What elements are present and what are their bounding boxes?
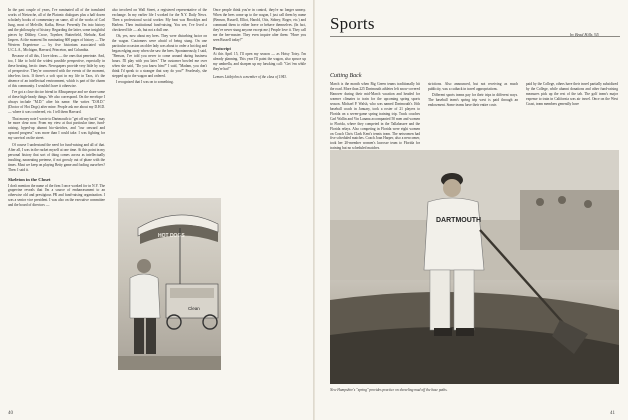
photo-caption: New Hampshire's "spring" provides practice on shoveling mud off the base paths. bbox=[330, 388, 448, 392]
hot-dog-vendor-illustration bbox=[118, 198, 221, 370]
wagon-sign: Clean bbox=[188, 306, 200, 311]
left-col-3 bbox=[213, 8, 306, 81]
left-col1-p1: In the past couple of years, I've ruminated all of the translated works of Nietzsche, all of the Platonic dialogues plus a half dozen scholarly books of commentary on same, all of the works of Carl Jung, most of Melville, Kafka, Hesse. Presently I'm into history and the philosophy of history. Regarding the latter, some insightful pieces by Dilthey, Croce, Toynbee, Butterfield, Niebuhr, Karl Jaspers. At the moment I'm ruminating 600 pages of history — The Western Experience — by five historians associated with U.C.L.A., Michigan, Harvard, Princeton, and Columbia. bbox=[8, 8, 105, 52]
umbrella-text: HOT DOGS bbox=[158, 233, 185, 239]
left-col2-p1: also involved on Wall Street, a registered representative of the exchange. In my earlier life I worked for the N.Y. Daily News. Then a professional social worker. My beat was Brooklyn and Harlem. Then institutional fund-raising. You see, I've lived a checkered life — ah, but not a dull one. bbox=[112, 8, 207, 32]
title-rule bbox=[330, 36, 620, 37]
right-col2-p1: strictions. Also announced, but not receiving as much publicity, was a cutback in travel appropriations. bbox=[428, 82, 518, 91]
baseball-player-photo bbox=[330, 150, 619, 384]
sports-title: Sports bbox=[330, 14, 375, 33]
right-folio: 41 bbox=[610, 411, 615, 416]
right-col2-p2: Different sports teams pay for their trips in different ways. The baseball team's spring trip west is paid through an endowment. Some teams have their entire costs bbox=[428, 93, 518, 108]
left-col2-p3: I recognized that I was on to something. bbox=[116, 80, 174, 85]
right-col-3 bbox=[526, 82, 618, 108]
left-col3-p1: Once people think you're in control, they're no longer uneasy. When the bees come up to the wagon, I just call them by name (Benson, Russell, Elliot, Harold, Otis, Sidney, Roger, etc.) and command them to either leave or behave themselves. (In fact, they've never stung anyone except me.) People love it. They call me the bee-master. They even inquire after them: "Have you seen Russell today?" bbox=[213, 8, 306, 42]
left-col1-p3: I've got a close doctor friend in Albuquerque and we share some of these high-heady things. We also correspond. On the envelope I always include "M.D." after his name. She writes "D.H.D." (Doctor of Hot Dogs) after mine. People ask me about my D.H.D. — where it was conferred, etc. I tell them Harvard. bbox=[8, 90, 105, 115]
left-col2-p2: Oh, yes, now about my bees. They were disturbing factor on the wagon. Customers were afraid of being stung. On one particular occasion an older lady was about to order a hot dog and began edging away when she saw the bees. Spontaneously, I said, "Benson, I've told you never to come around during business hours. I'll play with you later." The customer bowled me over when she said, "Do you know him?" I said, "Madam, you don't think I'd speak to a stranger that way do you?" Fearlessly, she stepped up to the wagon and ordered. bbox=[112, 34, 207, 78]
hot-dog-vendor-photo bbox=[118, 198, 221, 370]
baseball-player-illustration bbox=[330, 150, 619, 384]
byline: by Brad Hills '65 bbox=[570, 32, 599, 37]
right-col1-p1: March is the month when Big Green teams traditionally hit the road. More than 225 Dartmouth athletes left snow-covered Hanover during their mid-March vacation and headed for warmer climates to train for the upcoming spring sports season. Michael P. Walsh, who was named Dartmouth's 16th baseball coach in January, took a roster of 21 players to Florida on a seven-game spring training trip. Track coaches Carl Wallin and Vin Lanana accompanied 50 men and women to Florida, where they competed in the Tallahassee and the Florida relays. Also competing in Florida were eight women on Coach Chris Clark Kent's tennis team. The netwomen had five scheduled matches. Coach Joan Harper, also a newcomer, took her 20-member women's lacrosse team to Florida for training but no scheduled matches. bbox=[330, 82, 420, 151]
left-col1-p6: I don't mention the name of the firm I once worked for in N.Y. The grapevine reveals that I'm a source of embarrassment to an otherwise old and prestigious PR and fund-raising organization. I was a senior vice president. I was also on the executive committee and the board of directors — bbox=[8, 183, 105, 208]
subhead-skeleton: Skeleton in the Closet bbox=[8, 176, 51, 182]
left-col1-p2: Because of all this, I love ideas — the ones that penetrate. And, too, I like to hold the widest possible perspective, especially in these heating, hectic times. Newspapers provide very little by way of perspective. They're concerned with the events of the moment, idea-less facts. If there's a soft spot in my life in Taos, it's the absence of an intellectual environment, which is part of the charm of this community. I wouldn't have it otherwise. bbox=[8, 54, 105, 88]
right-col3-p1: paid by the College, others have their travel partially subsidized by the College, while alumni donations and other fund-raising measures pick up the rest of the tab. The golf team's major expense to train in California was air travel. Once on the West Coast, team members generally have bbox=[526, 82, 618, 106]
right-col-2 bbox=[428, 82, 518, 110]
left-page bbox=[0, 0, 313, 420]
jersey-text: DARTMOUTH bbox=[436, 217, 482, 224]
left-col-2 bbox=[112, 8, 207, 87]
subhead-postscript: Postscript bbox=[213, 45, 231, 51]
left-col3-p2: At this April 15, I'll open my season — as Hotsy Totsy. I'm already planning. This year I'll paint the wagon, also spruce up my umbrella, and sharpen up my hawking call: "Get 'em while they're hot!" bbox=[213, 52, 306, 72]
author-note: Lemars Littlejohn is a member of the class of 1943. bbox=[213, 74, 287, 79]
section-head: Cutting Back bbox=[330, 73, 362, 79]
left-folio: 40 bbox=[8, 411, 13, 416]
left-col1-p5: Of course I understand the need for fund-raising and all of that. After all, I was in the racket myself at one time. At this point in my personal history that sort of thing comes across as intellectually insulting, nauseating pretense, if not grossly out of phase with the times. Must we keep on playing Betty game and fooling ourselves? Then: I said it. bbox=[8, 142, 105, 172]
left-col-1 bbox=[8, 8, 105, 210]
left-col1-p4: That money note I wrote to Dartmouth to "get off my back" may be more clear now. From my view at that particular time, fund-raising, hyped-up alumni bio-sketches, and "our onward and upward progress" was more than I could take. I was fighting for my survival on the street. bbox=[8, 116, 105, 141]
